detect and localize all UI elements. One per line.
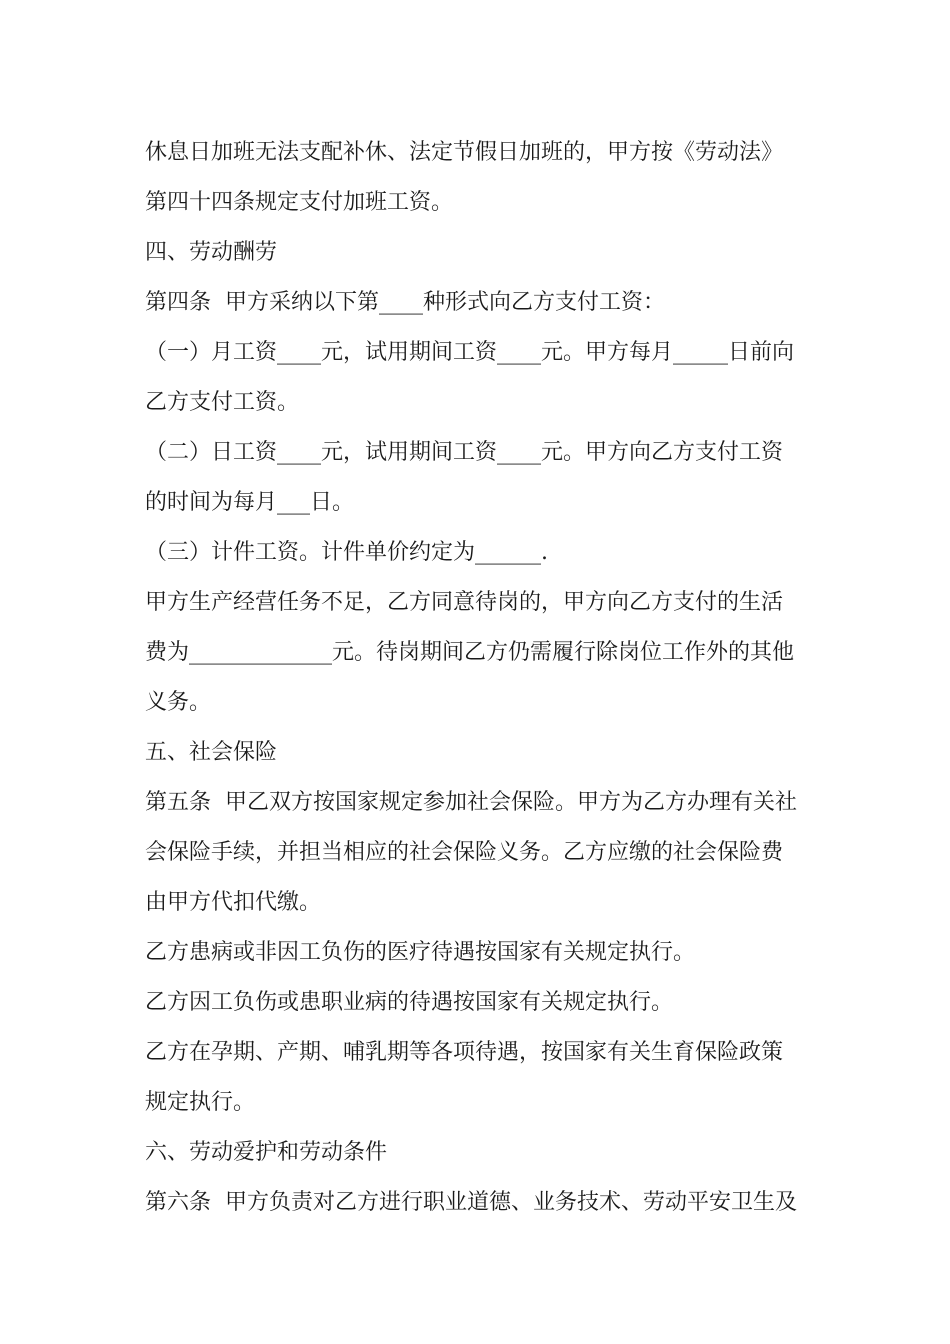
text-line: 第四条 甲方采纳以下第____种形式向乙方支付工资： <box>145 290 665 315</box>
section-heading: 四、劳动酬劳 <box>145 240 278 265</box>
text-line: 由甲方代扣代缴。 <box>145 890 322 915</box>
text-line: 第六条 甲方负责对乙方进行职业道德、业务技术、劳动平安卫生及 <box>145 1190 797 1215</box>
text-line: 乙方支付工资。 <box>145 390 300 415</box>
text-line: （一）月工资____元，试用期间工资____元。甲方每月_____日前向 <box>145 340 795 365</box>
text-line: 的时间为每月___日。 <box>145 490 355 515</box>
text-line: 第五条 甲乙双方按国家规定参加社会保险。甲方为乙方办理有关社 <box>145 790 797 815</box>
text-line: 费为_____________元。待岗期间乙方仍需履行除岗位工作外的其他 <box>145 640 795 665</box>
text-line: 休息日加班无法支配补休、法定节假日加班的，甲方按《劳动法》 <box>145 140 784 165</box>
text-line: （三）计件工资。计件单价约定为______. <box>145 540 548 565</box>
text-line: 乙方因工负伤或患职业病的待遇按国家有关规定执行。 <box>145 990 674 1015</box>
text-line: 义务。 <box>145 690 212 715</box>
document-body <box>145 128 815 1228</box>
text-line: 规定执行。 <box>145 1090 256 1115</box>
text-line: 甲方生产经营任务不足，乙方同意待岗的，甲方向乙方支付的生活 <box>145 590 784 615</box>
text-line: （二）日工资____元，试用期间工资____元。甲方向乙方支付工资 <box>145 440 784 465</box>
text-line: 会保险手续，并担当相应的社会保险义务。乙方应缴的社会保险费 <box>145 840 784 865</box>
text-line: 乙方在孕期、产期、哺乳期等各项待遇，按国家有关生育保险政策 <box>145 1040 784 1065</box>
text-line: 第四十四条规定支付加班工资。 <box>145 190 454 215</box>
text-line: 乙方患病或非因工负伤的医疗待遇按国家有关规定执行。 <box>145 940 696 965</box>
section-heading: 五、社会保险 <box>145 740 278 765</box>
section-heading: 六、劳动爱护和劳动条件 <box>145 1140 388 1165</box>
